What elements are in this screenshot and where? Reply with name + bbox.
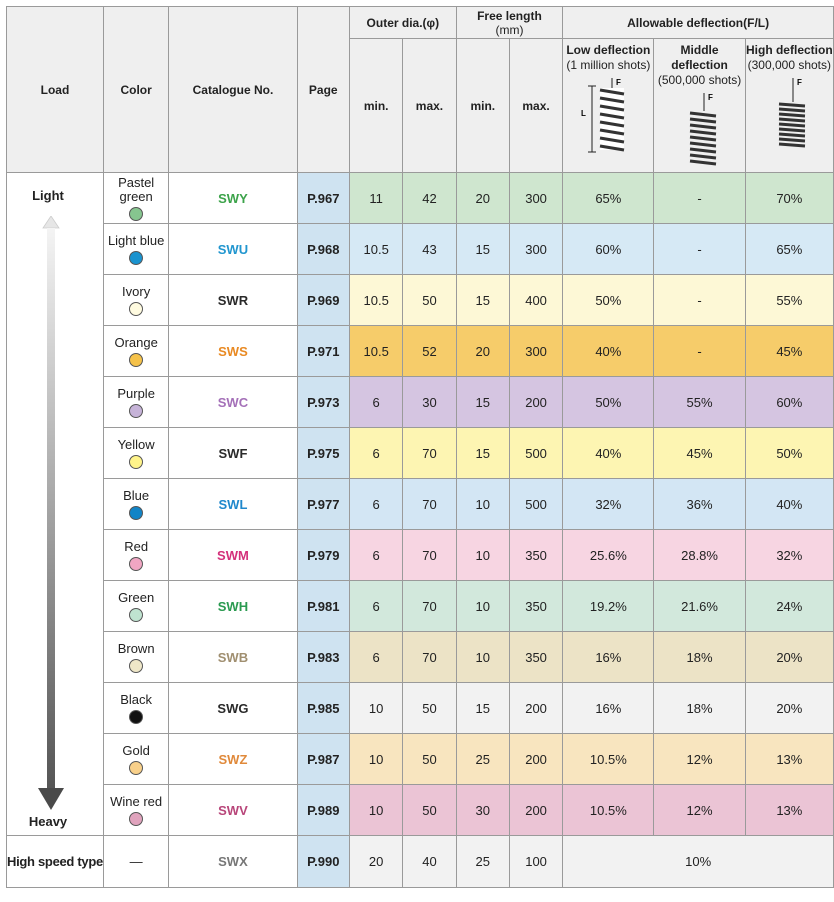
page-ref[interactable]: P.977 — [297, 479, 349, 530]
page-ref[interactable]: P.989 — [297, 785, 349, 836]
catalogue-no[interactable]: SWX — [169, 836, 297, 888]
cell-fl-max: 200 — [509, 683, 562, 734]
cell-fl-min: 10 — [456, 632, 509, 683]
page-ref[interactable]: P.975 — [297, 428, 349, 479]
color-name: Blue — [123, 487, 150, 503]
cell-high: 13% — [745, 785, 833, 836]
color-dot-icon — [129, 659, 143, 673]
cell-mid: 45% — [654, 428, 745, 479]
color-name: Red — [124, 538, 149, 554]
table-row — [7, 479, 834, 530]
cell-od-max: 50 — [403, 734, 456, 785]
cell-od-max: 43 — [403, 224, 456, 275]
cell-high: 20% — [745, 683, 833, 734]
table-row — [7, 428, 834, 479]
color-cell — [103, 377, 168, 428]
cell-high: 50% — [745, 428, 833, 479]
cell-od-min: 11 — [350, 173, 403, 224]
cell-od-max: 70 — [403, 428, 456, 479]
header-allowable-deflection: Allowable deflection(F/L) — [563, 7, 834, 39]
cell-high: 13% — [745, 734, 833, 785]
cell-mid: 12% — [654, 785, 745, 836]
spring-middle-deflection-icon — [670, 91, 730, 171]
table-row — [7, 326, 834, 377]
header-page: Page — [297, 7, 349, 173]
cell-high: 60% — [745, 377, 833, 428]
color-cell — [103, 734, 168, 785]
header-od-max: max. — [403, 39, 456, 173]
table-row — [7, 377, 834, 428]
color-cell — [103, 428, 168, 479]
cell-mid: 21.6% — [654, 581, 745, 632]
cell-low: 25.6% — [563, 530, 654, 581]
page-ref[interactable]: P.985 — [297, 683, 349, 734]
page-ref[interactable]: P.968 — [297, 224, 349, 275]
color-dot-icon — [129, 455, 143, 469]
cell-fl-max: 350 — [509, 632, 562, 683]
cell-low: 50% — [563, 377, 654, 428]
cell-od-max: 70 — [403, 530, 456, 581]
cell-fl-max: 300 — [509, 224, 562, 275]
page-ref[interactable]: P.969 — [297, 275, 349, 326]
cell-fl-min: 15 — [456, 683, 509, 734]
cell-fl-min: 15 — [456, 224, 509, 275]
cell-high: 24% — [745, 581, 833, 632]
color-cell — [103, 581, 168, 632]
color-cell — [103, 530, 168, 581]
page-ref[interactable]: P.971 — [297, 326, 349, 377]
page-ref[interactable]: P.973 — [297, 377, 349, 428]
cell-fl-min: 15 — [456, 428, 509, 479]
cell-od-min: 20 — [350, 836, 403, 888]
color-cell — [103, 275, 168, 326]
color-name: Purple — [117, 385, 155, 401]
color-dot-icon — [129, 302, 143, 316]
cell-od-min: 10 — [350, 785, 403, 836]
catalogue-no[interactable]: SWS — [169, 326, 297, 377]
spring-high-deflection-icon — [759, 76, 819, 156]
cell-od-min: 6 — [350, 581, 403, 632]
cell-mid: 18% — [654, 632, 745, 683]
cell-low: 10.5% — [563, 734, 654, 785]
cell-od-max: 50 — [403, 275, 456, 326]
high-speed-deflection: 10% — [563, 836, 834, 888]
cell-low: 32% — [563, 479, 654, 530]
cell-mid: - — [654, 326, 745, 377]
color-name: Light blue — [107, 232, 165, 248]
cell-od-min: 6 — [350, 428, 403, 479]
cell-od-min: 10.5 — [350, 326, 403, 377]
catalogue-no[interactable]: SWF — [169, 428, 297, 479]
cell-fl-max: 500 — [509, 428, 562, 479]
header-fl-max: max. — [509, 39, 562, 173]
cell-mid: 55% — [654, 377, 745, 428]
cell-fl-min: 20 — [456, 326, 509, 377]
table-row — [7, 785, 834, 836]
catalogue-no[interactable]: SWU — [169, 224, 297, 275]
color-name: Black — [120, 691, 153, 707]
cell-od-max: 30 — [403, 377, 456, 428]
cell-fl-max: 200 — [509, 785, 562, 836]
cell-low: 19.2% — [563, 581, 654, 632]
color-name: Brown — [117, 640, 155, 656]
cell-fl-min: 15 — [456, 275, 509, 326]
cell-od-max: 70 — [403, 632, 456, 683]
catalogue-no[interactable]: SWC — [169, 377, 297, 428]
catalogue-no[interactable]: SWL — [169, 479, 297, 530]
header-fl-min: min. — [456, 39, 509, 173]
header-od-min: min. — [350, 39, 403, 173]
color-name: Gold — [122, 742, 150, 758]
table-row — [7, 275, 834, 326]
cell-low: 40% — [563, 428, 654, 479]
header-outer-dia: Outer dia.(φ) — [350, 7, 457, 39]
catalogue-no[interactable]: SWY — [169, 173, 297, 224]
cell-fl-max: 200 — [509, 734, 562, 785]
cell-od-min: 6 — [350, 377, 403, 428]
catalogue-no[interactable]: SWG — [169, 683, 297, 734]
color-dot-icon — [129, 761, 143, 775]
color-name: Yellow — [117, 436, 155, 452]
table-row — [7, 173, 834, 224]
header-load: Load — [7, 7, 104, 173]
cell-od-min: 10.5 — [350, 275, 403, 326]
color-name: Ivory — [122, 283, 151, 299]
cell-fl-max: 200 — [509, 377, 562, 428]
cell-mid: - — [654, 173, 745, 224]
cell-fl-max: 100 — [509, 836, 562, 888]
low-deflection-shots: (1 million shots) — [566, 58, 651, 72]
color-cell — [103, 479, 168, 530]
cell-mid: 18% — [654, 683, 745, 734]
free-length-label: Free length — [477, 8, 542, 23]
color-cell — [103, 683, 168, 734]
cell-od-min: 10 — [350, 683, 403, 734]
cell-od-min: 10.5 — [350, 224, 403, 275]
cell-fl-min: 25 — [456, 836, 509, 888]
cell-fl-max: 500 — [509, 479, 562, 530]
cell-fl-min: 10 — [456, 581, 509, 632]
high-deflection-shots: (300,000 shots) — [747, 58, 832, 72]
middle-deflection-label: Middle deflection — [671, 43, 728, 72]
page-ref[interactable]: P.981 — [297, 581, 349, 632]
table-row — [7, 530, 834, 581]
cell-low: 16% — [563, 632, 654, 683]
cell-fl-min: 30 — [456, 785, 509, 836]
header-catalogue-no: Catalogue No. — [169, 7, 297, 173]
cell-od-max: 70 — [403, 581, 456, 632]
cell-high: 32% — [745, 530, 833, 581]
color-dot-icon — [129, 251, 143, 265]
cell-high: 65% — [745, 224, 833, 275]
cell-od-max: 40 — [403, 836, 456, 888]
cell-od-min: 6 — [350, 530, 403, 581]
spring-f-label: F — [707, 93, 713, 102]
color-dot-icon — [129, 506, 143, 520]
cell-od-max: 50 — [403, 785, 456, 836]
cell-fl-max: 300 — [509, 173, 562, 224]
cell-fl-min: 25 — [456, 734, 509, 785]
cell-fl-min: 10 — [456, 479, 509, 530]
color-dot-icon — [129, 207, 143, 221]
color-dot-icon — [129, 812, 143, 826]
middle-deflection-shots: (500,000 shots) — [657, 73, 742, 87]
cell-high: 20% — [745, 632, 833, 683]
load-light-label: Light — [32, 188, 64, 203]
cell-od-max: 42 — [403, 173, 456, 224]
cell-od-min: 10 — [350, 734, 403, 785]
cell-fl-min: 10 — [456, 530, 509, 581]
table-row-high-speed — [7, 836, 834, 888]
color-dot-icon — [129, 353, 143, 367]
spring-rows — [7, 173, 834, 888]
cell-od-min: 6 — [350, 632, 403, 683]
color-cell — [103, 173, 168, 224]
spring-f-label: F — [797, 78, 803, 87]
page-ref[interactable]: P.979 — [297, 530, 349, 581]
high-deflection-label: High deflection — [745, 43, 833, 57]
cell-mid: 36% — [654, 479, 745, 530]
color-name: Wine red — [110, 793, 163, 809]
table-row — [7, 683, 834, 734]
catalogue-no[interactable]: SWZ — [169, 734, 297, 785]
catalogue-no[interactable]: SWB — [169, 632, 297, 683]
cell-fl-min: 20 — [456, 173, 509, 224]
load-heavy-label: Heavy — [28, 814, 68, 829]
color-dot-icon — [129, 608, 143, 622]
spring-f-label: F — [616, 78, 622, 87]
header-color: Color — [103, 7, 168, 173]
table-row — [7, 224, 834, 275]
catalogue-no[interactable]: SWM — [169, 530, 297, 581]
spring-low-deflection-icon — [578, 76, 638, 156]
cell-low: 16% — [563, 683, 654, 734]
cell-low: 60% — [563, 224, 654, 275]
catalogue-no[interactable]: SWV — [169, 785, 297, 836]
cell-od-max: 50 — [403, 683, 456, 734]
color-cell — [103, 785, 168, 836]
table-row — [7, 581, 834, 632]
cell-mid: - — [654, 275, 745, 326]
catalogue-no[interactable]: SWH — [169, 581, 297, 632]
catalogue-no[interactable]: SWR — [169, 275, 297, 326]
cell-od-min: 6 — [350, 479, 403, 530]
cell-od-max: 70 — [403, 479, 456, 530]
cell-high: 40% — [745, 479, 833, 530]
cell-low: 65% — [563, 173, 654, 224]
cell-high: 70% — [745, 173, 833, 224]
page-ref[interactable]: P.987 — [297, 734, 349, 785]
high-speed-label: High speed type — [7, 836, 104, 888]
color-cell — [103, 224, 168, 275]
color-name: Green — [118, 589, 155, 605]
color-name: Orange — [114, 334, 158, 350]
color-dot-icon — [129, 710, 143, 724]
color-cell — [103, 326, 168, 377]
cell-fl-max: 350 — [509, 581, 562, 632]
cell-od-max: 52 — [403, 326, 456, 377]
color-dot-icon — [129, 557, 143, 571]
high-speed-color: — — [103, 836, 168, 888]
cell-fl-max: 300 — [509, 326, 562, 377]
load-direction-arrow-icon — [38, 216, 64, 810]
header-low-deflection — [563, 39, 654, 173]
page-ref[interactable]: P.967 — [297, 173, 349, 224]
table-row — [7, 734, 834, 785]
cell-fl-max: 400 — [509, 275, 562, 326]
cell-low: 40% — [563, 326, 654, 377]
color-name: Pastel green — [118, 174, 155, 204]
color-cell — [103, 632, 168, 683]
cell-mid: 12% — [654, 734, 745, 785]
cell-fl-min: 15 — [456, 377, 509, 428]
spring-l-label: L — [581, 109, 587, 118]
header-free-length — [456, 7, 563, 39]
cell-high: 45% — [745, 326, 833, 377]
cell-low: 50% — [563, 275, 654, 326]
cell-low: 10.5% — [563, 785, 654, 836]
table-row — [7, 632, 834, 683]
color-dot-icon — [129, 404, 143, 418]
page-ref[interactable]: P.990 — [297, 836, 349, 888]
cell-fl-max: 350 — [509, 530, 562, 581]
header-middle-deflection — [654, 39, 745, 173]
cell-high: 55% — [745, 275, 833, 326]
free-length-unit: (mm) — [495, 22, 524, 37]
cell-mid: 28.8% — [654, 530, 745, 581]
cell-mid: - — [654, 224, 745, 275]
low-deflection-label: Low deflection — [566, 43, 651, 57]
header-high-deflection — [745, 39, 833, 173]
spring-spec-table — [6, 6, 834, 888]
page-ref[interactable]: P.983 — [297, 632, 349, 683]
